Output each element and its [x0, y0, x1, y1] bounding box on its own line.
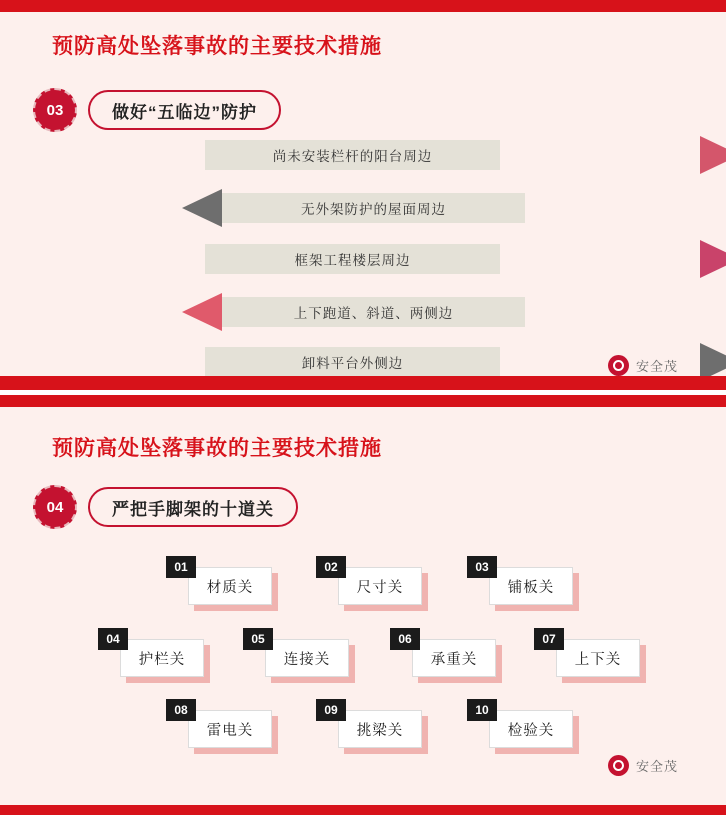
gate-number: 09: [316, 699, 346, 721]
list-item: [174, 703, 272, 748]
gate-number: 06: [390, 628, 420, 650]
slide-fall-protection-edges: [0, 0, 726, 390]
list-item: [475, 703, 573, 748]
step-label-pill: 做好“五临边”防护: [88, 90, 281, 130]
gate-label: 承重关: [412, 639, 496, 677]
gate-label: 材质关: [188, 567, 272, 605]
gate-number: 08: [166, 699, 196, 721]
gate-label: 上下关: [556, 639, 640, 677]
step-label-pill: 严把手脚架的十道关: [88, 487, 298, 527]
gate-label: 尺寸关: [338, 567, 422, 605]
slide-scaffold-checks: [0, 395, 726, 815]
watermark-label: 安全茂: [636, 359, 679, 374]
row-label: 尚未安装栏杆的阳台周边: [205, 140, 500, 170]
row-label: 卸料平台外侧边: [205, 347, 500, 377]
gate-number: 02: [316, 556, 346, 578]
gate-label: 护栏关: [120, 639, 204, 677]
step-number-badge: 03: [33, 88, 77, 132]
list-item: [205, 140, 535, 170]
watermark: [608, 355, 678, 376]
list-item: [205, 244, 535, 274]
row-label: 无外架防护的屋面周边: [222, 193, 525, 223]
arrow-left-icon: [182, 293, 222, 331]
arrow-left-icon: [182, 189, 222, 227]
list-item: [182, 297, 527, 327]
list-item: [398, 632, 496, 677]
gate-label: 挑梁关: [338, 710, 422, 748]
list-item: [542, 632, 640, 677]
gate-label: 雷电关: [188, 710, 272, 748]
bottom-red-bar: [0, 805, 726, 815]
list-item: [182, 193, 527, 223]
bottom-red-bar: [0, 376, 726, 390]
list-item: [106, 632, 204, 677]
gate-number: 07: [534, 628, 564, 650]
list-item: [174, 560, 272, 605]
gate-number: 10: [467, 699, 497, 721]
page-title: 预防高处坠落事故的主要技术措施: [52, 35, 382, 58]
brand-logo-icon: [608, 755, 629, 776]
gate-number: 04: [98, 628, 128, 650]
gate-number: 05: [243, 628, 273, 650]
list-item: [251, 632, 349, 677]
list-item: [205, 347, 535, 377]
page-title: 预防高处坠落事故的主要技术措施: [52, 437, 382, 460]
arrow-right-icon: [700, 136, 726, 174]
gate-label: 检验关: [489, 710, 573, 748]
gate-label: 铺板关: [489, 567, 573, 605]
gate-number: 03: [467, 556, 497, 578]
watermark: [608, 755, 678, 776]
list-item: [324, 560, 422, 605]
top-red-bar: [0, 395, 726, 407]
step-number-badge: 04: [33, 485, 77, 529]
brand-logo-icon: [608, 355, 629, 376]
row-label: 上下跑道、斜道、两侧边: [222, 297, 525, 327]
arrow-right-icon: [700, 240, 726, 278]
row-label: 框架工程楼层周边: [205, 244, 500, 274]
gate-label: 连接关: [265, 639, 349, 677]
watermark-label: 安全茂: [636, 759, 679, 774]
list-item: [475, 560, 573, 605]
gate-number: 01: [166, 556, 196, 578]
top-red-bar: [0, 0, 726, 12]
list-item: [324, 703, 422, 748]
